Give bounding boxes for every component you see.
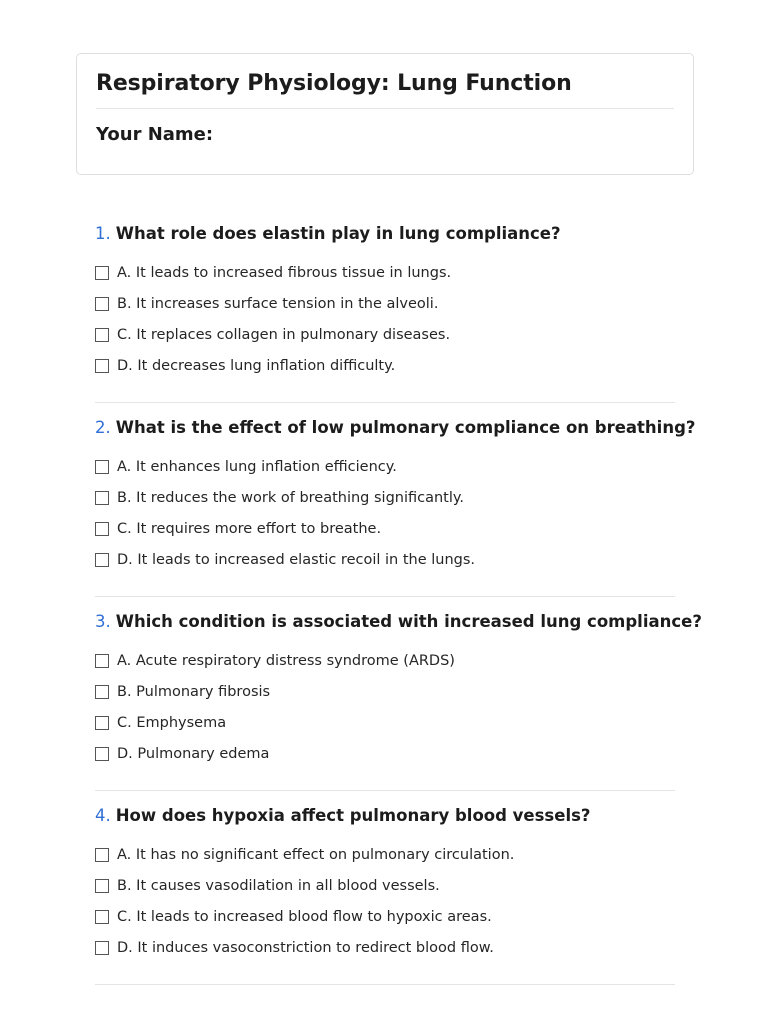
option-c[interactable] [95, 325, 450, 345]
checkbox[interactable] [95, 685, 109, 699]
option-label: C. It replaces collagen in pulmonary diseases. [117, 327, 451, 343]
checkbox[interactable] [95, 359, 109, 373]
question-divider [95, 596, 675, 597]
option-d[interactable] [95, 744, 269, 764]
option-label: B. It increases surface tension in the alveoli. [117, 296, 439, 312]
option-label: B. It reduces the work of breathing significantly. [117, 490, 465, 506]
option-b[interactable] [95, 876, 440, 896]
question-divider [95, 790, 675, 791]
checkbox[interactable] [95, 328, 109, 342]
worksheet-header [76, 53, 694, 175]
option-d[interactable] [95, 356, 395, 376]
checkbox[interactable] [95, 747, 109, 761]
checkbox[interactable] [95, 491, 109, 505]
question-prompt: Which condition is associated with increased lung compliance? [115, 612, 702, 631]
question-1 [95, 220, 675, 414]
question-prompt: How does hypoxia affect pulmonary blood vessels? [115, 806, 591, 825]
option-label: A. It has no significant effect on pulmonary circulation. [117, 847, 515, 863]
option-label: C. It leads to increased blood flow to hypoxic areas. [117, 909, 492, 925]
option-label: A. Acute respiratory distress syndrome (ARDS) [117, 653, 455, 669]
option-label: D. It induces vasoconstriction to redirect blood flow. [117, 940, 494, 956]
checkbox[interactable] [95, 941, 109, 955]
question-divider [95, 402, 675, 403]
option-d[interactable] [95, 550, 475, 570]
option-label: C. It requires more effort to breathe. [117, 521, 382, 537]
question-number: 3. [95, 612, 111, 631]
question-prompt: What is the effect of low pulmonary compliance on breathing? [115, 418, 696, 437]
checkbox[interactable] [95, 460, 109, 474]
question-text [95, 224, 561, 243]
question-3 [95, 608, 702, 802]
option-label: D. It leads to increased elastic recoil in the lungs. [117, 552, 476, 568]
option-b[interactable] [95, 294, 438, 314]
checkbox[interactable] [95, 848, 109, 862]
question-text [95, 806, 591, 825]
checkbox[interactable] [95, 879, 109, 893]
option-label: A. It enhances lung inflation efficiency. [117, 459, 397, 475]
option-d[interactable] [95, 938, 494, 958]
page-title: Respiratory Physiology: Lung Function [96, 71, 572, 96]
question-4 [95, 802, 675, 996]
checkbox[interactable] [95, 910, 109, 924]
checkbox[interactable] [95, 716, 109, 730]
option-label: B. It causes vasodilation in all blood vessels. [117, 878, 440, 894]
option-b[interactable] [95, 682, 270, 702]
option-label: B. Pulmonary fibrosis [117, 684, 271, 700]
question-number: 1. [95, 224, 111, 243]
option-a[interactable] [95, 263, 451, 283]
option-label: C. Emphysema [117, 715, 227, 731]
option-c[interactable] [95, 907, 492, 927]
question-list [95, 220, 702, 996]
option-b[interactable] [95, 488, 464, 508]
question-2 [95, 414, 696, 608]
option-a[interactable] [95, 845, 514, 865]
question-number: 2. [95, 418, 111, 437]
name-label: Your Name: [96, 124, 214, 145]
option-c[interactable] [95, 519, 381, 539]
question-text [95, 612, 702, 631]
option-label: D. Pulmonary edema [117, 746, 270, 762]
question-text [95, 418, 695, 437]
option-a[interactable] [95, 457, 397, 477]
checkbox[interactable] [95, 522, 109, 536]
checkbox[interactable] [95, 654, 109, 668]
option-a[interactable] [95, 651, 455, 671]
option-c[interactable] [95, 713, 226, 733]
option-label: D. It decreases lung inflation difficulty. [117, 358, 396, 374]
checkbox[interactable] [95, 553, 109, 567]
checkbox[interactable] [95, 297, 109, 311]
header-divider [96, 108, 674, 109]
question-divider [95, 984, 675, 985]
option-label: A. It leads to increased fibrous tissue in lungs. [117, 265, 452, 281]
question-number: 4. [95, 806, 111, 825]
checkbox[interactable] [95, 266, 109, 280]
question-prompt: What role does elastin play in lung compliance? [115, 224, 561, 243]
